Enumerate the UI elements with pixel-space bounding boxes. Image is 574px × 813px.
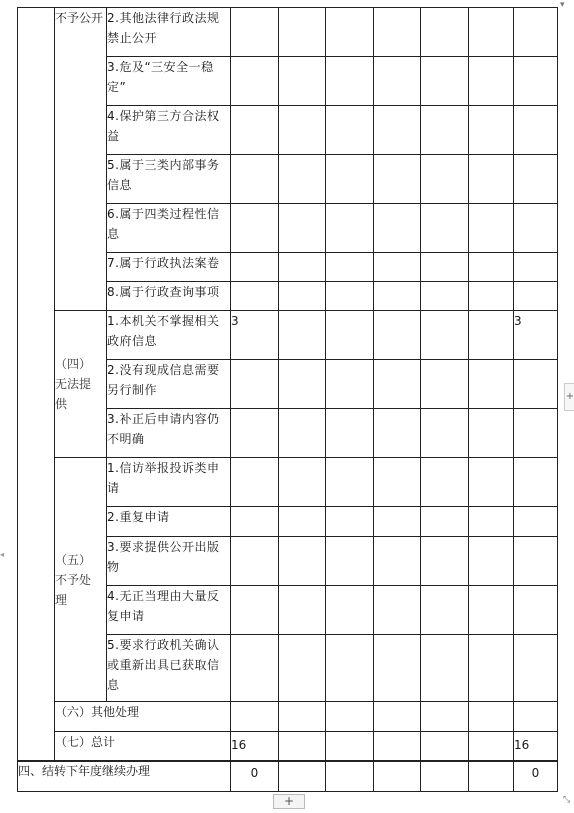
value-cell[interactable]	[421, 537, 469, 586]
value-cell[interactable]	[326, 409, 374, 458]
value-cell[interactable]	[326, 106, 374, 155]
value-cell[interactable]	[231, 204, 279, 253]
value-cell[interactable]	[326, 732, 374, 762]
value-cell[interactable]	[469, 57, 514, 106]
value-cell[interactable]	[279, 253, 326, 282]
value-cell[interactable]	[326, 635, 374, 702]
value-cell[interactable]	[469, 409, 514, 458]
section-label-line: （四）	[55, 357, 92, 371]
value-cell[interactable]	[469, 702, 514, 732]
value-cell[interactable]	[514, 155, 558, 204]
value-cell[interactable]	[326, 586, 374, 635]
carry-over-table	[17, 760, 558, 792]
value-cell[interactable]	[514, 106, 558, 155]
table-row	[18, 702, 558, 732]
value-cell[interactable]: 3	[514, 311, 558, 360]
value-cell[interactable]	[279, 311, 326, 360]
value-cell[interactable]	[279, 360, 326, 409]
value-cell[interactable]	[279, 761, 326, 792]
value-cell[interactable]	[421, 458, 469, 507]
value-cell[interactable]	[326, 537, 374, 586]
table-row	[18, 732, 558, 762]
value-cell[interactable]	[469, 311, 514, 360]
section-label-unable	[55, 311, 107, 458]
value-cell[interactable]	[231, 586, 279, 635]
value-cell[interactable]	[469, 537, 514, 586]
value-cell[interactable]	[326, 702, 374, 732]
value-cell[interactable]	[421, 635, 469, 702]
value-cell[interactable]	[514, 253, 558, 282]
value-cell[interactable]	[469, 204, 514, 253]
value-cell[interactable]	[231, 253, 279, 282]
value-cell[interactable]	[514, 507, 558, 537]
value-cell[interactable]	[374, 635, 421, 702]
row-label: 7.属于行政执法案卷	[107, 253, 231, 282]
value-cell[interactable]	[279, 409, 326, 458]
value-cell[interactable]	[514, 635, 558, 702]
value-cell[interactable]	[469, 8, 514, 57]
row-label: 3.补正后申请内容仍不明确	[107, 409, 231, 458]
value-cell[interactable]	[279, 57, 326, 106]
value-cell[interactable]	[514, 458, 558, 507]
section-label-withhold: 不予公开	[55, 8, 107, 311]
row-label: （六）其他处理	[55, 702, 231, 732]
value-cell[interactable]	[326, 360, 374, 409]
statistics-table	[17, 7, 558, 762]
table-resize-handle-icon[interactable]: ⤡	[563, 795, 571, 805]
table-row	[18, 761, 558, 792]
value-cell[interactable]	[421, 106, 469, 155]
value-cell[interactable]	[421, 507, 469, 537]
value-cell[interactable]	[421, 360, 469, 409]
scroll-caret-icon: ▾	[560, 0, 565, 10]
row-label: 四、结转下年度继续办理	[18, 761, 231, 792]
value-cell[interactable]	[231, 57, 279, 106]
value-cell[interactable]	[326, 253, 374, 282]
value-cell[interactable]	[514, 204, 558, 253]
value-cell[interactable]	[374, 732, 421, 762]
value-cell[interactable]	[279, 586, 326, 635]
value-cell[interactable]	[374, 702, 421, 732]
value-cell[interactable]	[374, 253, 421, 282]
value-cell[interactable]	[421, 253, 469, 282]
row-label: 1.本机关不掌握相关政府信息	[107, 311, 231, 360]
value-cell[interactable]	[374, 537, 421, 586]
value-cell[interactable]	[469, 253, 514, 282]
section-label-line: 无法提	[55, 377, 92, 391]
value-cell[interactable]	[231, 155, 279, 204]
value-cell[interactable]	[421, 311, 469, 360]
value-cell[interactable]	[469, 155, 514, 204]
value-cell[interactable]	[514, 57, 558, 106]
value-cell[interactable]: 0	[231, 761, 279, 792]
value-cell[interactable]	[231, 360, 279, 409]
value-cell[interactable]: 16	[514, 732, 558, 762]
value-cell[interactable]	[421, 204, 469, 253]
value-cell[interactable]	[279, 635, 326, 702]
value-cell[interactable]	[279, 204, 326, 253]
value-cell[interactable]	[231, 409, 279, 458]
value-cell[interactable]: 3	[231, 311, 279, 360]
value-cell[interactable]	[326, 761, 374, 792]
value-cell[interactable]	[279, 537, 326, 586]
row-label: 2.没有现成信息需要另行制作	[107, 360, 231, 409]
value-cell[interactable]	[514, 409, 558, 458]
section-label-no-process	[55, 458, 107, 702]
value-cell[interactable]	[374, 311, 421, 360]
value-cell[interactable]	[469, 586, 514, 635]
value-cell[interactable]	[326, 507, 374, 537]
row-label: 8.属于行政查询事项	[107, 282, 231, 311]
value-cell[interactable]	[279, 702, 326, 732]
value-cell[interactable]	[374, 155, 421, 204]
value-cell[interactable]	[279, 458, 326, 507]
value-cell[interactable]	[421, 732, 469, 762]
value-cell[interactable]	[469, 732, 514, 762]
value-cell[interactable]	[421, 8, 469, 57]
value-cell[interactable]	[514, 282, 558, 311]
value-cell[interactable]	[374, 507, 421, 537]
value-cell[interactable]	[514, 8, 558, 57]
value-cell[interactable]	[279, 155, 326, 204]
value-cell[interactable]	[231, 635, 279, 702]
value-cell[interactable]	[514, 537, 558, 586]
value-cell[interactable]	[469, 360, 514, 409]
value-cell[interactable]	[374, 282, 421, 311]
section-label-line: 理	[55, 592, 68, 607]
value-cell[interactable]	[279, 8, 326, 57]
value-cell[interactable]	[374, 204, 421, 253]
row-label: 4.保护第三方合法权益	[107, 106, 231, 155]
value-cell[interactable]	[231, 507, 279, 537]
value-cell[interactable]	[326, 57, 374, 106]
value-cell[interactable]: 16	[231, 732, 279, 762]
value-cell[interactable]	[279, 507, 326, 537]
value-cell[interactable]	[469, 635, 514, 702]
row-label: 3.危及“三安全一稳定”	[107, 57, 231, 106]
value-cell[interactable]	[326, 204, 374, 253]
value-cell[interactable]	[374, 360, 421, 409]
value-cell[interactable]	[374, 458, 421, 507]
section-label-line: （五）	[55, 552, 92, 567]
value-cell[interactable]	[326, 311, 374, 360]
row-label: 2.其他法律行政法规禁止公开	[107, 8, 231, 57]
add-column-button[interactable]: +	[564, 383, 574, 411]
value-cell[interactable]	[421, 761, 469, 792]
value-cell[interactable]	[374, 106, 421, 155]
row-label: 5.属于三类内部事务信息	[107, 155, 231, 204]
row-label: 2.重复申请	[107, 507, 231, 537]
value-cell[interactable]	[231, 282, 279, 311]
value-cell[interactable]	[326, 282, 374, 311]
row-label: 1.信访举报投诉类申请	[107, 458, 231, 507]
table-row	[18, 458, 558, 507]
section-label-line: 不予处	[55, 572, 92, 587]
value-cell[interactable]	[469, 458, 514, 507]
value-cell[interactable]	[231, 537, 279, 586]
value-cell[interactable]	[231, 458, 279, 507]
value-cell[interactable]	[469, 507, 514, 537]
value-cell[interactable]	[279, 282, 326, 311]
row-label: 3.要求提供公开出版物	[107, 537, 231, 586]
value-cell[interactable]	[374, 8, 421, 57]
value-cell[interactable]	[231, 106, 279, 155]
value-cell[interactable]	[326, 8, 374, 57]
table-row	[18, 8, 558, 57]
value-cell[interactable]	[374, 586, 421, 635]
value-cell[interactable]	[231, 8, 279, 57]
value-cell[interactable]	[421, 702, 469, 732]
add-row-button[interactable]: +	[273, 794, 305, 809]
value-cell[interactable]	[326, 155, 374, 204]
value-cell[interactable]	[421, 282, 469, 311]
row-label: 6.属于四类过程性信息	[107, 204, 231, 253]
value-cell[interactable]	[326, 458, 374, 507]
value-cell[interactable]	[469, 282, 514, 311]
value-cell[interactable]	[421, 586, 469, 635]
value-cell[interactable]	[421, 409, 469, 458]
value-cell[interactable]	[421, 57, 469, 106]
value-cell[interactable]	[374, 57, 421, 106]
value-cell[interactable]	[514, 360, 558, 409]
value-cell[interactable]: 0	[514, 761, 558, 792]
value-cell[interactable]	[279, 732, 326, 762]
row-label: 5.要求行政机关确认或重新出具已获取信息	[107, 635, 231, 702]
row-label: （七）总计	[55, 732, 231, 762]
outer-left-cell	[18, 8, 55, 762]
value-cell[interactable]	[279, 106, 326, 155]
table-row	[18, 311, 558, 360]
row-label: 4.无正当理由大量反复申请	[107, 586, 231, 635]
section-label-line: 供	[55, 397, 68, 411]
value-cell[interactable]	[374, 409, 421, 458]
left-margin-marker-icon: ◂	[0, 550, 5, 559]
value-cell[interactable]	[374, 761, 421, 792]
value-cell[interactable]	[514, 702, 558, 732]
value-cell[interactable]	[469, 761, 514, 792]
value-cell[interactable]	[231, 702, 279, 732]
value-cell[interactable]	[469, 106, 514, 155]
value-cell[interactable]	[514, 586, 558, 635]
value-cell[interactable]	[421, 155, 469, 204]
